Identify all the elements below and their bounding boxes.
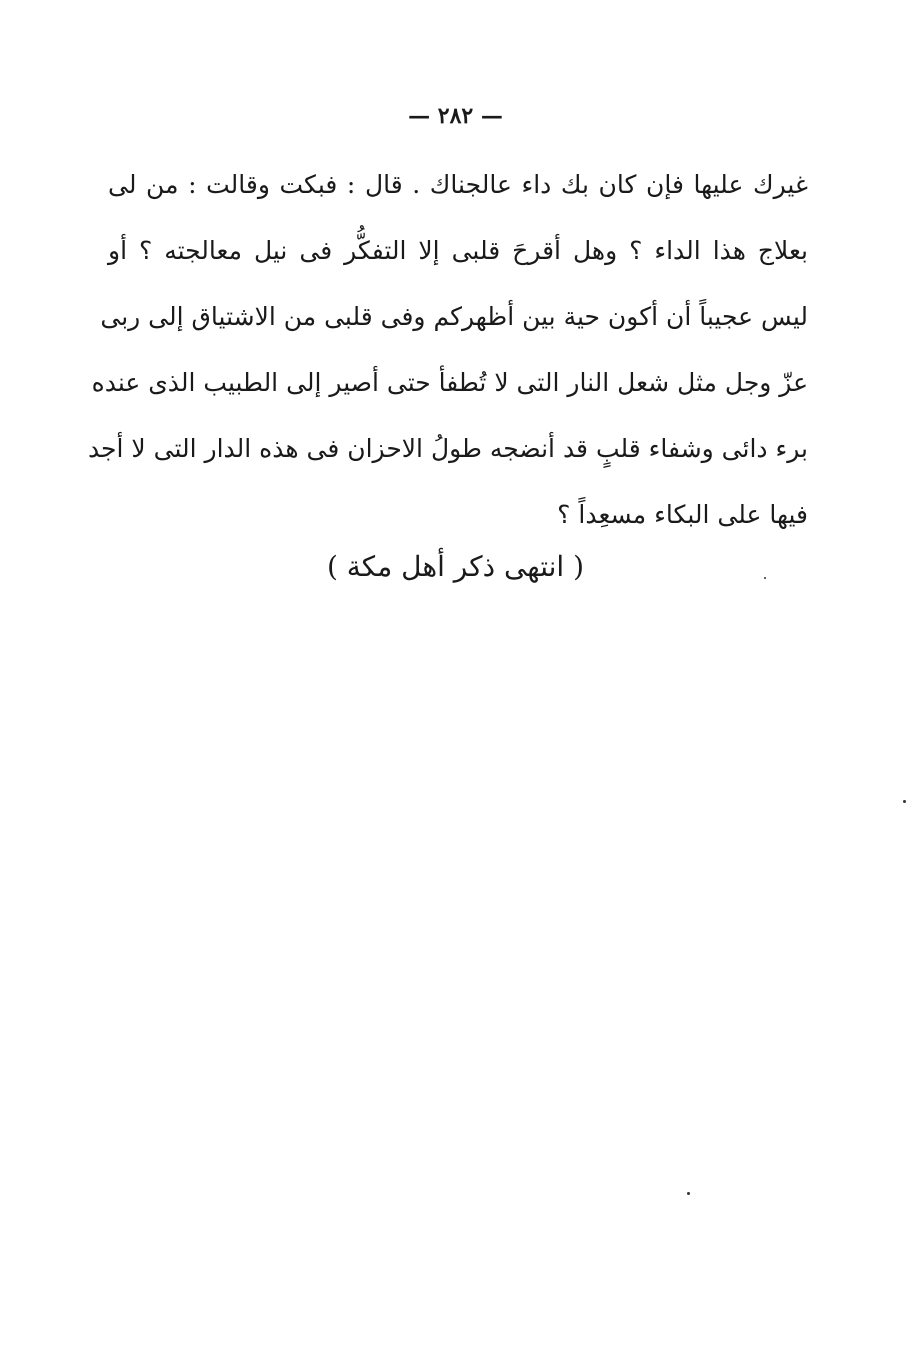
text-line: بعلاج هذا الداء ؟ وهل أقرحَ قلبى إلا التفكُّر فى نيل معالجته ؟ أو (108, 236, 808, 265)
text-line: غيرك عليها فإن كان بك داء عالجناك . قال : فبكت وقالت : من لى (108, 170, 808, 199)
ink-speck (764, 577, 766, 579)
text-line: فيها على البكاء مسعِداً ؟ (557, 500, 808, 529)
section-end-note: ( انتهى ذكر أهل مكة ) (326, 550, 585, 583)
ink-speck (687, 1192, 690, 1195)
ink-speck (903, 800, 906, 803)
text-line: ليس عجيباً أن أكون حية بين أظهركم وفى قلبى من الاشتياق إلى ربى (100, 302, 808, 331)
body-paragraph (87, 160, 808, 556)
text-line: برء دائى وشفاء قلبٍ قد أنضجه طولُ الاحزان فى هذه الدار التى لا أجد (87, 434, 808, 463)
page-number: — ٢٨٢ — (408, 103, 503, 129)
text-line: عزّ وجل مثل شعل النار التى لا تُطفأ حتى أصير إلى الطبيب الذى عنده (91, 368, 808, 397)
